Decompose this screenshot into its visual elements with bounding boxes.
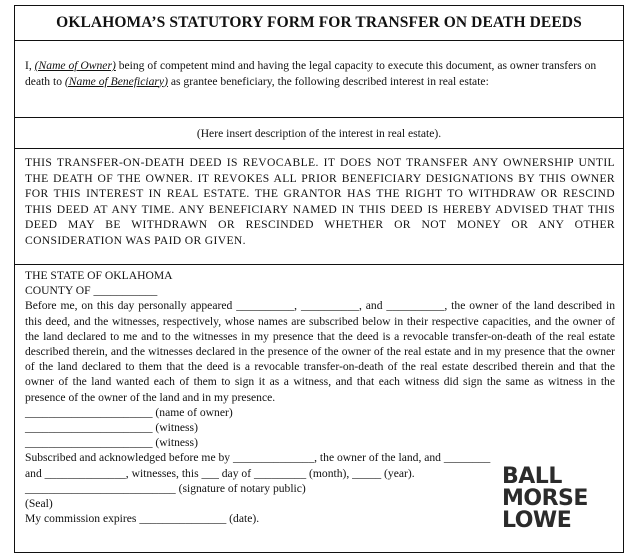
owner-name-placeholder: (Name of Owner) <box>34 59 116 72</box>
logo-line: LOWE <box>502 508 572 533</box>
beneficiary-name-placeholder: (Name of Beneficiary) <box>64 74 168 88</box>
intro-prefix: I, <box>25 59 35 72</box>
ball-morse-lowe-logo <box>502 466 610 532</box>
seal-label: (Seal) <box>25 497 53 511</box>
acknowledgment-body: Before me, on this day personally appeared __________, __________, and __________, the owner of the land described in this deed, and the witnesses, respectively, whose names are subscribed below in their respective capacities, and the owner of the land declared to me and to the witnesses in my presence that the deed is a revocable transfer-on-death of the real estate described therein, and the witnesses declared in the presence of the owner of the real estate and in my presence that the owner of the land declared to them that the deed is a revocable transfer-on-death of the real estate described therein and that the owner of the land wanted each of them to sign it as a witness, and that each witness did sign the same as witness in the presence of the owner of the land and in my presence. <box>25 299 615 404</box>
logo-line: MORSE <box>502 486 588 511</box>
owner-transfer-statement <box>25 58 615 89</box>
description-instruction: (Here insert description of the interest in real estate). <box>196 127 442 140</box>
witness-date-line: and ______________, witnesses, this ___ day of _________ (month), _____ (year). <box>25 466 415 480</box>
divider <box>15 40 623 41</box>
intro-middle: being of competent mind and having the legal capacity to execute this document, as owner transfers on death to <box>25 59 597 88</box>
witness-signature-line: ______________________ (witness) <box>25 421 198 435</box>
revocable-notice: THIS TRANSFER-ON-DEATH DEED IS REVOCABLE. IT DOES NOT TRANSFER ANY OWNERSHIP UNTIL THE DEATH OF THE OWNER. IT REVOKES ALL PRIOR BENEFICIARY DESIGNATIONS BY THIS OWNER FOR THIS INTEREST IN REAL ESTATE. THE GRANTOR HAS THE RIGHT TO WITHDRAW OR RESCIND THIS DEED AT ANY TIME. ANY BENEFICIARY NAMED IN THIS DEED IS HEREBY ADVISED THAT THIS DEED MAY BE WITHDRAWN OR RESCINDED WHETHER OR NOT MONEY OR ANY OTHER CONSIDERATION WAS PAID OR GIVEN. <box>25 156 615 247</box>
county-line: COUNTY OF ___________ <box>25 284 158 298</box>
form-title: OKLAHOMA’S STATUTORY FORM FOR TRANSFER ON DEATH DEEDS <box>56 14 582 31</box>
owner-signature-line: ______________________ (name of owner) <box>25 405 233 419</box>
commission-expires-line: My commission expires _______________ (date). <box>25 512 260 526</box>
logo-line: BALL <box>502 464 562 489</box>
divider <box>15 148 623 149</box>
witness-signature-line: ______________________ (witness) <box>25 436 198 450</box>
divider <box>15 117 623 118</box>
subscribed-line: Subscribed and acknowledged before me by ______________, the owner of the land, and ________ <box>25 451 491 465</box>
divider <box>15 264 623 265</box>
state-line: THE STATE OF OKLAHOMA <box>25 269 173 282</box>
notary-signature-line: __________________________ (signature of notary public) <box>25 481 306 495</box>
intro-end: as grantee beneficiary, the following described interest in real estate: <box>167 74 489 88</box>
